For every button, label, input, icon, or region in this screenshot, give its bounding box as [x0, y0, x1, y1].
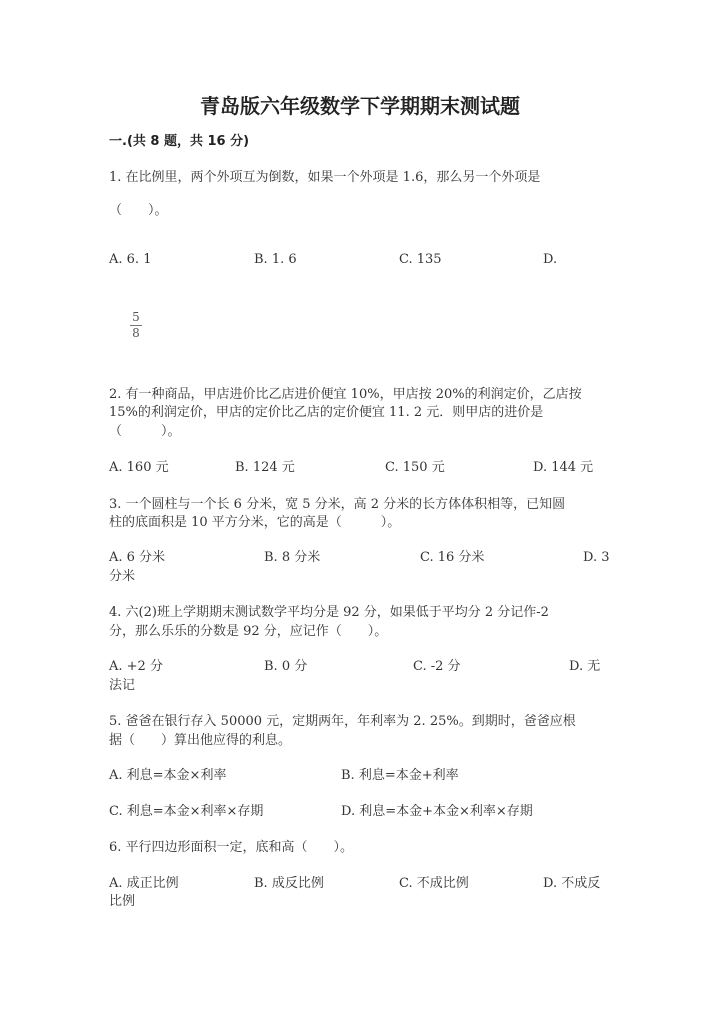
denominator: 8 [132, 326, 140, 340]
option-a[interactable]: A. 利息=本金×利率 [109, 768, 227, 783]
option-d-fraction[interactable] [130, 311, 142, 340]
option-b[interactable]: B. 8 分米 [264, 550, 321, 565]
option-b[interactable]: B. 成反比例 [254, 876, 324, 891]
question-5-text: 5. 爸爸在银行存入 50000 元，定期两年，年利率为 2. 25%。到期时，爸爸应根 [109, 714, 576, 729]
question-4-text: 分，那么乐乐的分数是 92 分，应记作（ ）。 [109, 624, 388, 639]
question-2-text: （ ）。 [109, 424, 181, 439]
section-heading: 一.(共 8 题，共 16 分) [109, 134, 250, 149]
page-title: 青岛版六年级数学下学期期末测试题 [200, 94, 520, 118]
option-d-wrap[interactable]: 法记 [109, 678, 136, 693]
option-c[interactable]: C. 利息=本金×利率×存期 [109, 804, 264, 819]
question-1-text: 1. 在比例里，两个外项互为倒数，如果一个外项是 1.6，那么另一个外项是 [109, 170, 541, 185]
option-d-wrap[interactable]: 比例 [109, 894, 136, 909]
option-a[interactable]: A. 160 元 [109, 460, 169, 475]
option-b[interactable]: B. 利息=本金+利率 [341, 768, 459, 783]
question-3-text: 柱的底面积是 10 平方分米，它的高是（ ）。 [109, 515, 401, 530]
question-1-text: （ ）。 [109, 203, 168, 218]
option-b[interactable]: B. 0 分 [264, 659, 308, 674]
option-a[interactable]: A. 6 分米 [109, 550, 166, 565]
question-2-text: 15%的利润定价，甲店的定价比乙店的定价便宜 11. 2 元．则甲店的进价是 [109, 405, 544, 420]
option-a[interactable]: A. 6. 1 [109, 252, 152, 267]
option-c[interactable]: C. 150 元 [385, 460, 445, 475]
option-c[interactable]: C. 16 分米 [420, 550, 485, 565]
option-c[interactable]: C. 不成比例 [399, 876, 469, 891]
question-6-text: 6. 平行四边形面积一定，底和高（ ）。 [109, 840, 354, 855]
question-3-text: 3. 一个圆柱与一个长 6 分米，宽 5 分米，高 2 分米的长方体体积相等，已知圆 [109, 497, 566, 512]
question-5-text: 据（ ）算出他应得的利息。 [109, 733, 292, 748]
option-b[interactable]: B. 124 元 [235, 460, 295, 475]
option-a[interactable]: A. +2 分 [109, 659, 163, 674]
option-d[interactable]: D. [543, 252, 558, 267]
option-d-wrap[interactable]: 分米 [109, 569, 136, 584]
option-c[interactable]: C. 135 [399, 252, 442, 267]
option-c[interactable]: C. -2 分 [413, 659, 461, 674]
option-a[interactable]: A. 成正比例 [109, 876, 179, 891]
option-d[interactable]: D. 无 [569, 659, 601, 674]
option-b[interactable]: B. 1. 6 [254, 252, 297, 267]
numerator: 5 [132, 310, 140, 324]
question-2-text: 2. 有一种商品，甲店进价比乙店进价便宜 10%，甲店按 20%的利润定价，乙店按 [109, 387, 582, 402]
option-d[interactable]: D. 不成反 [543, 876, 601, 891]
question-4-text: 4. 六(2)班上学期期末测试数学平均分是 92 分，如果低于平均分 2 分记作-2 [109, 605, 549, 620]
option-d[interactable]: D. 3 [583, 550, 610, 565]
option-d[interactable]: D. 利息=本金+本金×利率×存期 [341, 804, 533, 819]
option-d[interactable]: D. 144 元 [533, 460, 594, 475]
